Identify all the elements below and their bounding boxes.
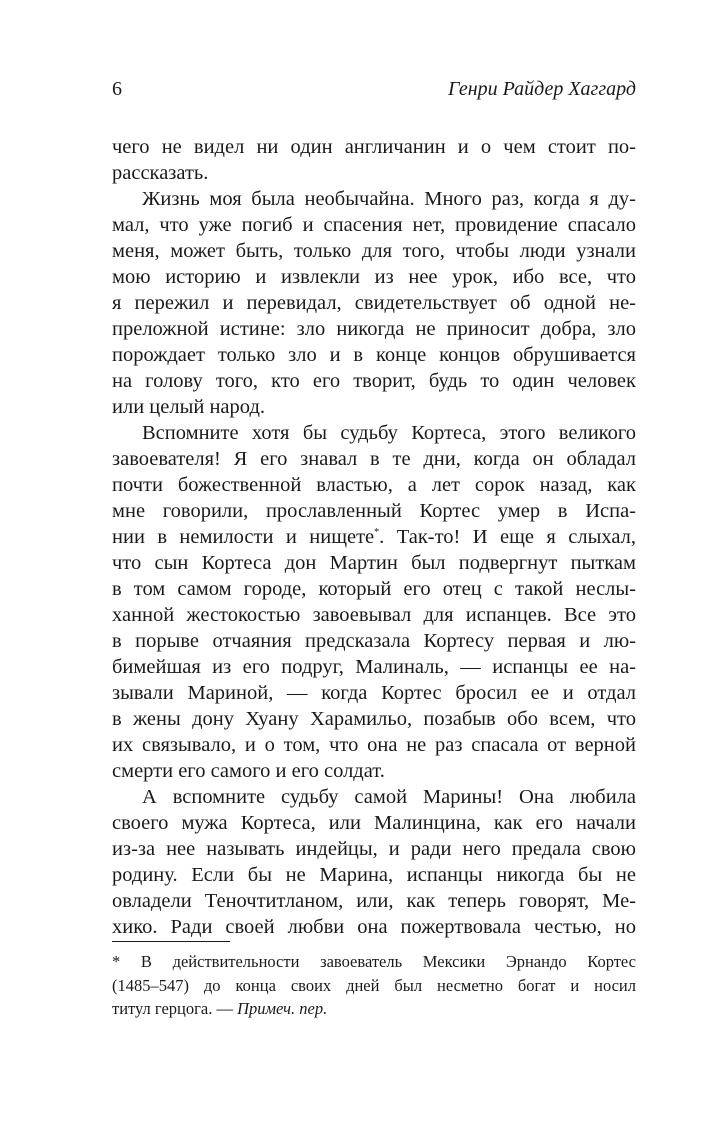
- text-line: или целый народ.: [112, 396, 265, 418]
- text-line: в жены дону Хуану Харамильо, позабыв обо всем, что: [112, 708, 636, 730]
- text-line: своего мужа Кортеса, или Малинцина, как его начали: [112, 812, 636, 834]
- footnote-text: титул герцога. —: [112, 999, 238, 1018]
- body-text: [112, 134, 636, 940]
- text-line: из-за нее называть индейцы, и ради него предала свою: [112, 838, 636, 860]
- text-line: мою историю и извлекли из нее урок, ибо все, что: [112, 266, 636, 288]
- text-line: мал, что уже погиб и спасения нет, провидение спасало: [112, 214, 636, 236]
- text-segment: . Так-то! И еще я слыхал,: [379, 526, 636, 548]
- text-line: я пережил и перевидал, свидетельствует об одной не-: [112, 292, 636, 314]
- text-line: Вспомните хотя бы судьбу Кортеса, этого великого: [142, 422, 636, 444]
- text-line: смерти его самого и его солдат.: [112, 760, 385, 782]
- text-line: меня, может быть, только для того, чтобы люди узнали: [112, 240, 636, 262]
- translator-note: Примеч. пер.: [237, 999, 328, 1018]
- text-line: на голову того, кто его творит, будь то один человек: [112, 370, 636, 392]
- running-title-author: Генри Райдер Хаггард: [448, 78, 636, 100]
- text-line: почти божественной властью, а лет сорок назад, как: [112, 474, 636, 496]
- book-page: [112, 78, 636, 1018]
- text-line: ханной жестокостью завоевывал для испанцев. Все это: [112, 604, 636, 626]
- footnote: [112, 950, 636, 1021]
- text-line: мне говорили, прославленный Кортес умер в Испа-: [112, 500, 636, 522]
- text-line: зывали Мариной, — когда Кортес бросил ее и отдал: [112, 682, 636, 704]
- text-line-with-footnote: [112, 524, 636, 550]
- text-line: бимейшая из его подруг, Малиналь, — испанцы ее на-: [112, 656, 636, 678]
- footnote-line: [112, 997, 636, 1021]
- text-line: что сын Кортеса дон Мартин был подвергнут пыткам: [112, 552, 636, 574]
- footnote-marker[interactable]: *: [374, 527, 380, 538]
- text-line: порождает только зло и в конце концов обрушивается: [112, 344, 636, 366]
- text-line: завоевателя! Я его знавал в те дни, когда он обладал: [112, 448, 636, 470]
- text-line: в порыве отчаяния предсказала Кортесу первая и лю-: [112, 630, 636, 652]
- footnote-divider: [112, 941, 230, 942]
- text-line: чего не видел ни один англичанин и о чем стоит по-: [112, 136, 636, 158]
- text-line: А вспомните судьбу самой Марины! Она любила: [142, 786, 636, 808]
- text-line: рассказать.: [112, 162, 209, 184]
- text-line: Жизнь моя была необычайна. Много раз, когда я ду-: [142, 188, 636, 210]
- text-segment: нии в немилости и нищете: [112, 526, 375, 548]
- text-line: в том самом городе, который его отец с такой неслы-: [112, 578, 636, 600]
- page-header: [112, 78, 636, 108]
- footnote-line: (1485–547) до конца своих дней был несметно богат и носил: [112, 975, 636, 995]
- text-line: овладели Теночтитланом, или, как теперь говорят, Ме-: [112, 890, 636, 912]
- text-line: родину. Если бы не Марина, испанцы никогда бы не: [112, 864, 636, 886]
- page-number: 6: [112, 78, 122, 100]
- text-line: их связывало, и о том, что она не раз спасала от верной: [112, 734, 636, 756]
- text-line: преложной истине: зло никогда не приносит добра, зло: [112, 318, 636, 340]
- text-line: хико. Ради своей любви она пожертвовала честью, но: [112, 916, 636, 938]
- footnote-line: * В действительности завоеватель Мексики Эрнандо Кортес: [112, 952, 636, 971]
